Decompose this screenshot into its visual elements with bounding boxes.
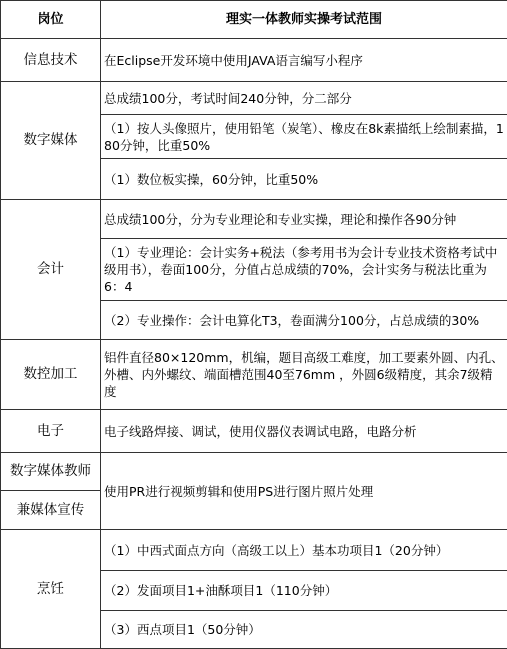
post-cnc: 数控加工 — [1, 340, 101, 410]
content-acc-1: 总成绩100分，分为专业理论和专业实操，理论和操作各90分钟 — [101, 200, 507, 239]
post-it: 信息技术 — [1, 39, 101, 82]
table-row — [1, 200, 507, 239]
content-acc-2: （1）专业理论：会计实务+税法（参考用书为会计专业技术资格考试中级用书），卷面100分，分值占总成绩的70%，会计实务与税法比重为6：4 — [101, 239, 507, 301]
table-row — [1, 410, 507, 453]
header-post: 岗位 — [1, 1, 101, 39]
content-dm-1: 总成绩100分，考试时间240分钟，分二部分 — [101, 82, 507, 115]
header-row — [1, 1, 507, 39]
table-row — [1, 453, 507, 491]
post-dm: 数字媒体 — [1, 82, 101, 200]
table-row — [1, 340, 507, 410]
content-cook-1: （1）中西式面点方向（高级工以上）基本功项目1（20分钟） — [101, 530, 507, 571]
table-row — [1, 82, 507, 115]
content-dm-2: （1）按人头像照片，使用铅笔（炭笔）、橡皮在8k素描纸上绘制素描，180分钟，比重50% — [101, 115, 507, 159]
content-cnc: 铝件直径80×120mm，机编，题目高级工难度，加工要素外圆、内孔、外槽、内外螺纹、端面槽范围40至76mm ，外圆6级精度，其余7级精度 — [101, 340, 507, 410]
content-cook-2: （2）发面项目1+油酥项目1（110分钟） — [101, 571, 507, 611]
post-acc: 会计 — [1, 200, 101, 340]
table-row — [1, 39, 507, 82]
post-el: 电子 — [1, 410, 101, 453]
post-mp: 兼媒体宣传 — [1, 491, 101, 530]
content-el: 电子线路焊接、调试，使用仪器仪表调试电路，电路分析 — [101, 410, 507, 453]
table-row — [1, 530, 507, 571]
header-scope: 理实一体教师实操考试范围 — [101, 1, 507, 39]
post-dmt: 数字媒体教师 — [1, 453, 101, 491]
content-dmt: 使用PR进行视频剪辑和使用PS进行图片照片处理 — [101, 453, 507, 530]
content-acc-3: （2）专业操作：会计电算化T3，卷面满分100分，占总成绩的30% — [101, 301, 507, 340]
content-it: 在Eclipse开发环境中使用JAVA语言编写小程序 — [101, 39, 507, 82]
post-cook: 烹饪 — [1, 530, 101, 649]
content-dm-3: （1）数位板实操，60分钟，比重50% — [101, 159, 507, 200]
content-cook-3: （3）西点项目1（50分钟） — [101, 611, 507, 649]
